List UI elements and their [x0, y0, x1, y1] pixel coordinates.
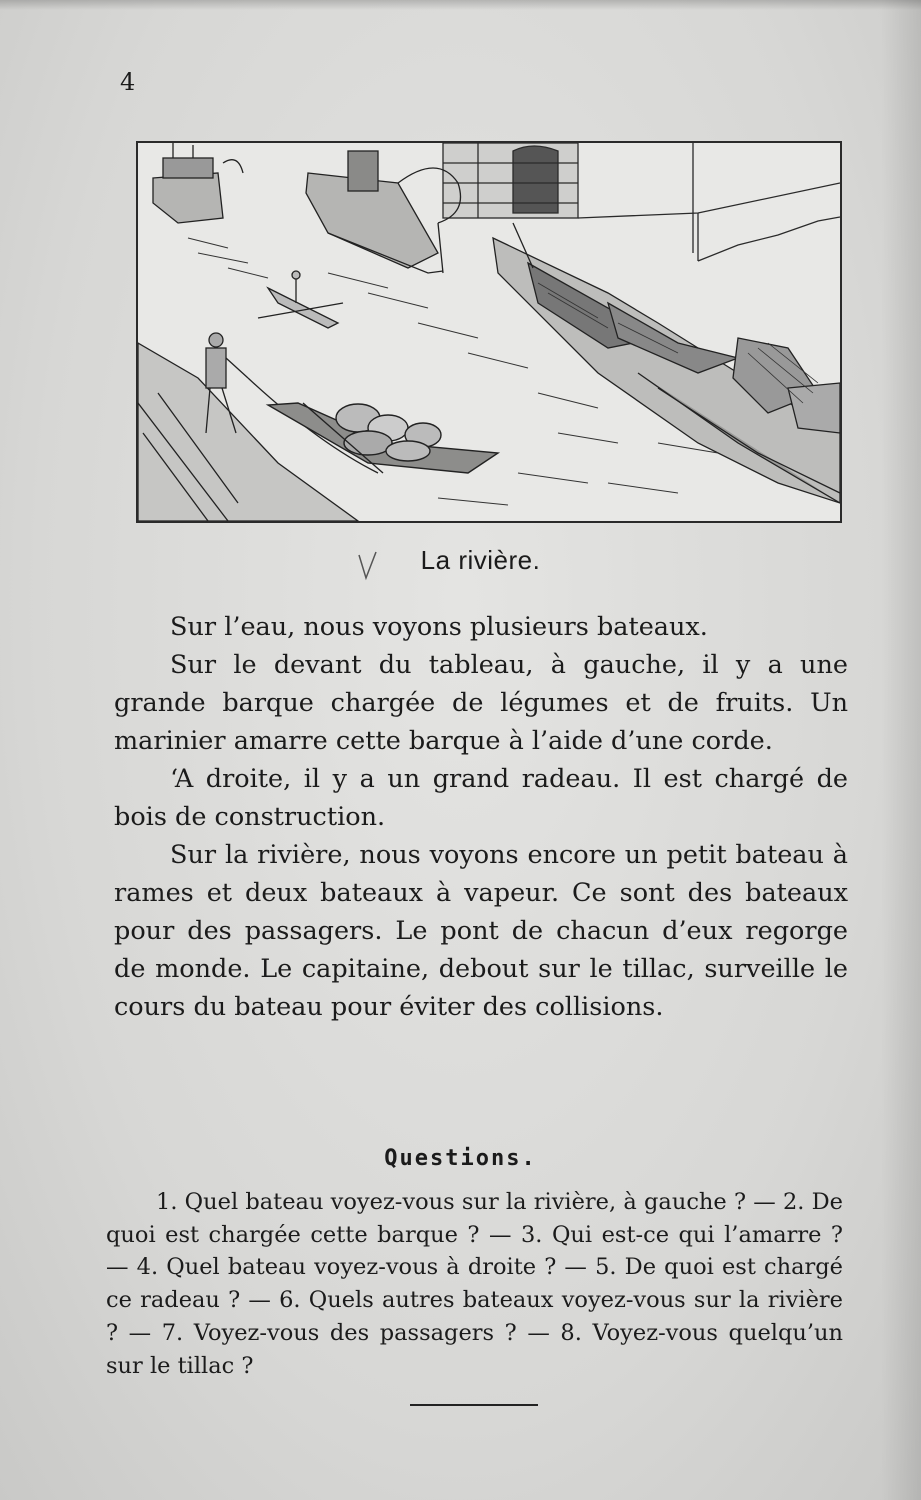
questions-list [106, 1186, 843, 1382]
page-edge-shadow [881, 0, 921, 1500]
page-top-shadow [0, 0, 921, 10]
page-number: 4 [120, 68, 136, 96]
questions-paragraph: 1. Quel bateau voyez-vous sur la rivière, à gauche ? — 2. De quoi est chargée cette barque ? — 3. Qui est-ce qui l’amarre ? — 4. Quel bateau voyez-vous à droite ? — 5. De quoi est chargé ce radeau ? — 6. Quels autres bateaux voyez-vous sur la rivière ? — 7. Voyez-vous des passagers ? — 8. Voyez-vous quelqu’un sur le tillac ? [106, 1189, 843, 1379]
river-illustration [136, 141, 842, 523]
paragraph: Sur l’eau, nous voyons plusieurs bateaux. [170, 612, 708, 642]
paragraph: Sur la rivière, nous voyons encore un petit bateau à rames et deux bateaux à vapeur. Ce sont des bateaux pour des passagers. Le pont de chacun d’eux regorge de monde. Le capitaine, debout sur le tillac, surveille le cours du bateau pour éviter des collisions. [114, 840, 848, 1022]
lesson-body [114, 608, 848, 1026]
lesson-title [0, 545, 921, 576]
paragraph: Sur le devant du tableau, à gauche, il y a une grande barque chargée de légumes et de fruits. Un marinier amarre cette barque à l’aide d’une corde. [114, 650, 848, 756]
questions-heading: Questions. [384, 1146, 537, 1171]
paragraph: ‘A droite, il y a un grand radeau. Il est chargé de bois de construction. [114, 764, 848, 832]
end-rule-divider [410, 1404, 538, 1406]
lesson-title-text: La rivière. [420, 545, 541, 575]
